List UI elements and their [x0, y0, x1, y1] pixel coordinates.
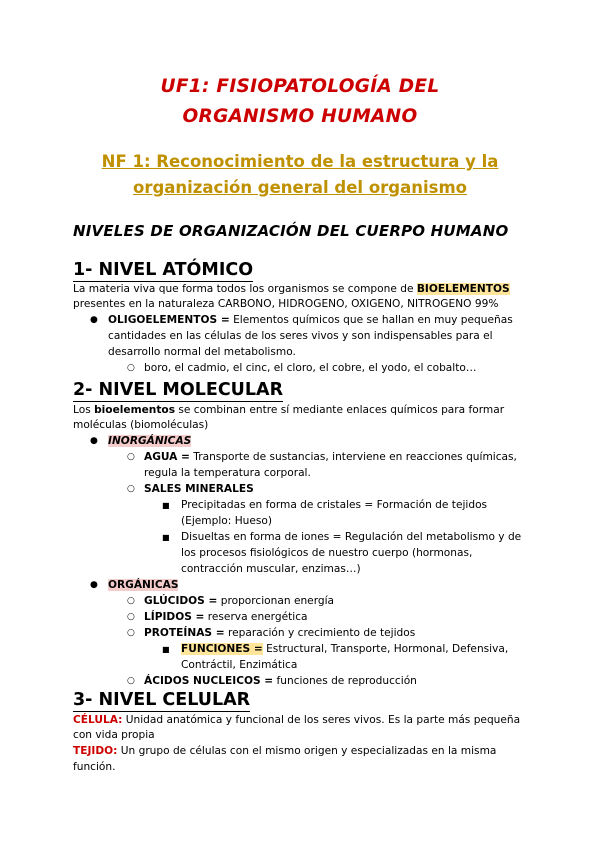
bullet-square: ■ [162, 501, 170, 510]
heading-molecular: 2- NIVEL MOLECULAR [73, 380, 284, 400]
tejido-line1: TEJIDO: Un grupo de células con el mismo origen y especializadas en la misma [73, 745, 497, 757]
bullet-dot: ● [90, 580, 98, 590]
heading-atomic: 1- NIVEL ATÓMICO [73, 260, 254, 280]
heading-cellular: 3- NIVEL CELULAR [73, 690, 251, 710]
precipitadas-line2: (Ejemplo: Hueso) [181, 515, 273, 527]
proteinas-line: PROTEÍNAS = reparación y crecimiento de tejidos [144, 627, 416, 639]
atomic-paragraph-line2: presentes en la naturaleza CARBONO, HIDROGENO, OXIGENO, NITROGENO 99% [73, 298, 499, 310]
glucidos-line: GLÚCIDOS = proporcionan energía [144, 595, 335, 607]
bullet-circle: ○ [127, 484, 135, 494]
molecular-paragraph-line2: moléculas (biomoléculas) [73, 419, 209, 431]
doc-title-line2: ORGANISMO HUMANO [182, 106, 418, 127]
funciones-line1: FUNCIONES = Estructural, Transporte, Hormonal, Defensiva, [181, 643, 509, 655]
funciones-line2: Contráctil, Enzimática [181, 659, 298, 671]
inorganic-label: INORGÁNICAS [108, 435, 192, 447]
bullet-dot: ● [90, 436, 98, 446]
bullet-circle: ○ [127, 612, 135, 622]
bullet-circle: ○ [127, 452, 135, 462]
sales-label: SALES MINERALES [144, 483, 254, 495]
atomic-paragraph-line1: La materia viva que forma todos los organismos se compone de BIOELEMENTOS [73, 283, 510, 295]
disueltas-line2: los procesos fisiológicos de nuestro cuerpo (hormonas, [181, 547, 473, 559]
bullet-square: ■ [162, 533, 170, 542]
subtitle-line1: NF 1: Reconocimiento de la estructura y la [101, 152, 499, 171]
disueltas-line1: Disueltas en forma de iones = Regulación del metabolismo y de [181, 531, 522, 543]
oligo-line1: OLIGOELEMENTOS = Elementos químicos que se hallan en muy pequeñas [108, 314, 513, 326]
bullet-dot: ● [90, 315, 98, 325]
bullet-circle: ○ [127, 628, 135, 638]
oligo-line2: cantidades en las células de los seres vivos y son indispensables para el [108, 330, 493, 342]
celula-line2: con vida propia [73, 729, 155, 741]
subtitle-line2: organización general del organismo [132, 178, 467, 197]
agua-line2: regula la temperatura corporal. [144, 467, 311, 479]
oligo-line3: desarrollo normal del metabolismo. [108, 346, 296, 358]
celula-line1: CÉLULA: Unidad anatómica y funcional de los seres vivos. Es la parte más pequeña [73, 714, 521, 726]
doc-title-line1: UF1: FISIOPATOLOGÍA DEL [160, 76, 440, 97]
disueltas-line3: contracción muscular, enzimas…) [181, 563, 361, 575]
agua-line1: AGUA = Transporte de sustancias, interviene en reacciones químicas, [144, 451, 517, 463]
oligo-examples: boro, el cadmio, el cinc, el cloro, el cobre, el yodo, el cobalto… [144, 362, 477, 374]
section-title: NIVELES DE ORGANIZACIÓN DEL CUERPO HUMANO [73, 222, 509, 240]
acidos-line: ÁCIDOS NUCLEICOS = funciones de reproducción [144, 675, 417, 687]
bullet-circle: ○ [127, 676, 135, 686]
precipitadas-line1: Precipitadas en forma de cristales = Formación de tejidos [181, 499, 488, 511]
tejido-line2: función. [73, 761, 116, 773]
organic-label: ORGÁNICAS [108, 579, 179, 591]
bullet-circle: ○ [127, 363, 135, 373]
molecular-paragraph-line1: Los bioelementos se combinan entre sí mediante enlaces químicos para formar [73, 404, 505, 416]
lipidos-line: LÍPIDOS = reserva energética [144, 611, 308, 623]
bullet-square: ■ [162, 645, 170, 654]
bullet-circle: ○ [127, 596, 135, 606]
